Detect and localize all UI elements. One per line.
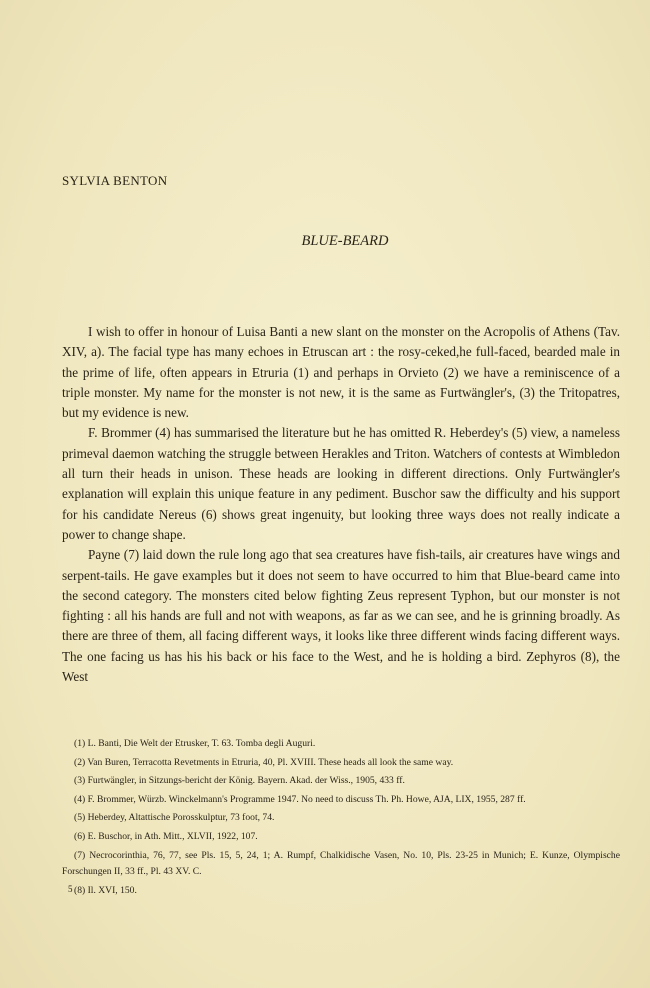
footnote-1: (1) L. Banti, Die Welt der Etrusker, T. 63. Tomba degli Auguri. [74, 738, 316, 749]
paragraph-1: I wish to offer in honour of Luisa Banti a new slant on the monster on the Acropolis of Athens (Tav. XIV, a). The facial type has many echoes in Etruscan art : the rosy-ceked,he full-faced, bearded male in the prime of life, often appears in Etruria (1) and perhaps in Orvieto (2) we have a reminiscence of a triple monster. My name for the monster is not new, it is the same as Furtwängler's, (3) the Tritopatres, but my evidence is new. [62, 324, 620, 421]
footnote-4: (4) F. Brommer, Würzb. Winckelmann's Programme 1947. No need to discuss Th. Ph. Howe, AJA, LIX, 1955, 287 ff. [74, 793, 526, 805]
paragraph-3: Payne (7) laid down the rule long ago that sea creatures have fish-tails, air creatures have wings and serpent-tails. He gave examples but it does not seem to have occurred to him that Blue-beard came into the second category. The monsters cited below fighting Zeus represent Typhon, but our monster is not fighting : all his hands are full and not with weapons, as far as we can see, and he is grinning broadly. As there are three of them, all facing different ways, it looks like three different winds facing different ways. The one facing us has his his back or his face to the West, and he is holding a bird. Zephyros (8), the West [62, 547, 620, 685]
footnote-7: (7) Necrocorinthia, 76, 77, see Pls. 15, 5, 24, 1; A. Rumpf, Chalkidische Vasen, No. 10, Pls. 23-25 in Munich; E. Kunze, Olympische Forschungen II, 33 ff., Pl. 43 XV. C. [62, 849, 620, 878]
footnote-3: (3) Furtwängler, in Sitzungs-bericht der König. Bayern. Akad. der Wiss., 1905, 433 ff. [74, 775, 405, 787]
article-title: BLUE-BEARD [301, 233, 389, 249]
author-name: SYLVIA BENTON [62, 173, 168, 188]
footnote-2: (2) Van Buren, Terracotta Revetments in Etruria, 40, Pl. XVIII. These heads all look the same way. [74, 756, 454, 768]
footnote-5: (5) Heberdey, Altattische Porosskulptur, 73 foot, 74. [74, 812, 275, 824]
footnote-8: (8) Il. XVI, 150. [74, 884, 137, 896]
footnotes [62, 736, 620, 901]
footnote-6: (6) E. Buschor, in Ath. Mitt., XLVII, 1922, 107. [74, 830, 258, 842]
paragraph-2: F. Brommer (4) has summarised the literature but he has omitted R. Heberdey's (5) view, a nameless primeval daemon watching the struggle between Herakles and Triton. Watchers of contests at Wimbledon all turn their heads in unison. These heads are looking in different directions. Only Furtwängler's explanation will explain this unique feature in any pediment. Buschor saw the difficulty and his support for his candidate Nereus (6) shows great ingenuity, but looking three ways does not really indicate a power to change shape. [62, 425, 620, 542]
body-text [62, 322, 620, 687]
page-number: 5 [68, 884, 73, 894]
